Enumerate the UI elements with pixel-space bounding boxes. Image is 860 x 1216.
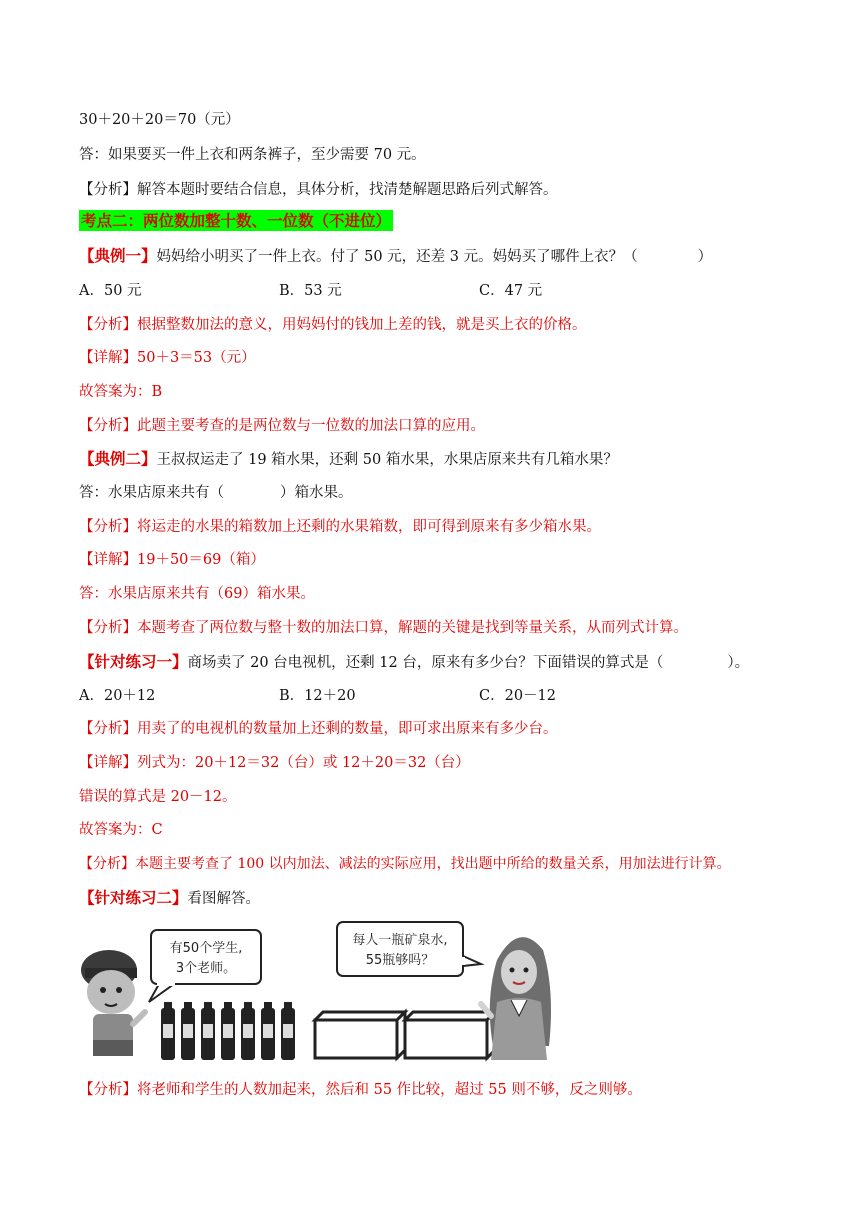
practice-1-analysis-2: 【分析】本题主要考查了 100 以内加法、减法的实际应用，找出题中所给的数量关系，用加法进行计算。 (79, 856, 731, 872)
boy-bubble-line-2: 3个老师。 (175, 961, 237, 976)
answer-left: 答：水果店原来共有（ (79, 485, 224, 501)
example-2-text: 王叔叔运走了 19 箱水果，还剩 50 箱水果，水果店原来共有几箱水果？ (156, 452, 618, 468)
detail-text: 50＋3＝53（元） (137, 350, 256, 366)
practice-1-tag: 【针对练习一】 (79, 652, 188, 671)
teacher-bubble-line-1: 每人一瓶矿泉水, (352, 933, 448, 948)
example-2-question (79, 449, 618, 470)
option-c: C．47 元 (479, 283, 543, 299)
answer-line: 答：如果要买一件上衣和两条裤子，至少需要 70 元。 (79, 147, 426, 163)
example-1-analysis: 【分析】根据整数加法的意义，用妈妈付的钱加上差的钱，就是买上衣的价格。 (79, 317, 587, 333)
boxes (315, 1012, 495, 1058)
practice-2-text: 看图解答。 (187, 891, 261, 907)
boy-figure (81, 950, 145, 1056)
option-b: B．53 元 (279, 283, 342, 299)
illustration (79, 920, 559, 1070)
boy-speech-bubble (149, 930, 261, 1002)
practice-2-question (79, 888, 260, 909)
example-2-analysis-2: 【分析】本题考查了两位数与整十数的加法口算，解题的关键是找到等量关系，从而列式计算。 (79, 620, 688, 636)
example-2-tag: 【典例二】 (79, 449, 157, 468)
detail-tag: 【详解】 (79, 350, 137, 366)
practice-1-wrong: 错误的算式是 20－12。 (79, 789, 237, 805)
example-1-detail (79, 348, 256, 368)
example-2-analysis: 【分析】将运走的水果的箱数加上还剩的水果箱数，即可得到原来有多少箱水果。 (79, 519, 601, 535)
section-title (79, 211, 393, 232)
answer-right: ）箱水果。 (280, 485, 353, 501)
option-a: A．50 元 (79, 283, 142, 299)
section-title-text: 考点二：两位数加整十数、一位数（不进位） (81, 211, 392, 230)
option-c: C．20－12 (479, 688, 556, 704)
calc-line: 30＋20＋20＝70（元） (79, 112, 240, 128)
practice-1-analysis: 【分析】用卖了的电视机的数量加上还剩的数量，即可求出原来有多少台。 (79, 721, 558, 737)
boy-bubble-line-1: 有50个学生, (169, 941, 243, 956)
practice-1-close: ）。 (727, 655, 750, 671)
example-1-close: ） (697, 249, 713, 265)
example-1-answer: 故答案为：B (79, 384, 163, 400)
example-1-question (79, 246, 712, 267)
practice-1-question (79, 652, 749, 673)
example-2-answer: 答：水果店原来共有（69）箱水果。 (79, 586, 315, 602)
practice-1-detail: 【详解】列式为：20＋12＝32（台）或 12＋20＝32（台） (79, 755, 470, 771)
practice-2-tag: 【针对练习二】 (79, 888, 188, 907)
example-2-answer-blank (79, 483, 353, 503)
option-b: B．12＋20 (279, 688, 356, 704)
example-1-text: 妈妈给小明买了一件上衣。付了 50 元，还差 3 元。妈妈买了哪件上衣？（ (156, 249, 638, 265)
teacher-bubble-line-2: 55瓶够吗？ (365, 953, 435, 968)
option-a: A．20＋12 (79, 688, 156, 704)
example-1-analysis-2: 【分析】此题主要考查的是两位数与一位数的加法口算的应用。 (79, 418, 485, 434)
practice-2-analysis: 【分析】将老师和学生的人数加起来，然后和 55 作比较，超过 55 则不够，反之则够。 (79, 1082, 642, 1098)
practice-1-text: 商场卖了 20 台电视机，还剩 12 台，原来有多少台？下面错误的算式是（ (187, 655, 664, 671)
example-1-tag: 【典例一】 (79, 246, 157, 265)
water-bottles (161, 1002, 295, 1060)
practice-1-answer: 故答案为：C (79, 822, 163, 838)
example-2-detail: 【详解】19＋50＝69（箱） (79, 552, 265, 568)
analysis-line: 【分析】解答本题时要结合信息，具体分析，找清楚解题思路后列式解答。 (79, 182, 558, 198)
teacher-speech-bubble (337, 922, 481, 976)
